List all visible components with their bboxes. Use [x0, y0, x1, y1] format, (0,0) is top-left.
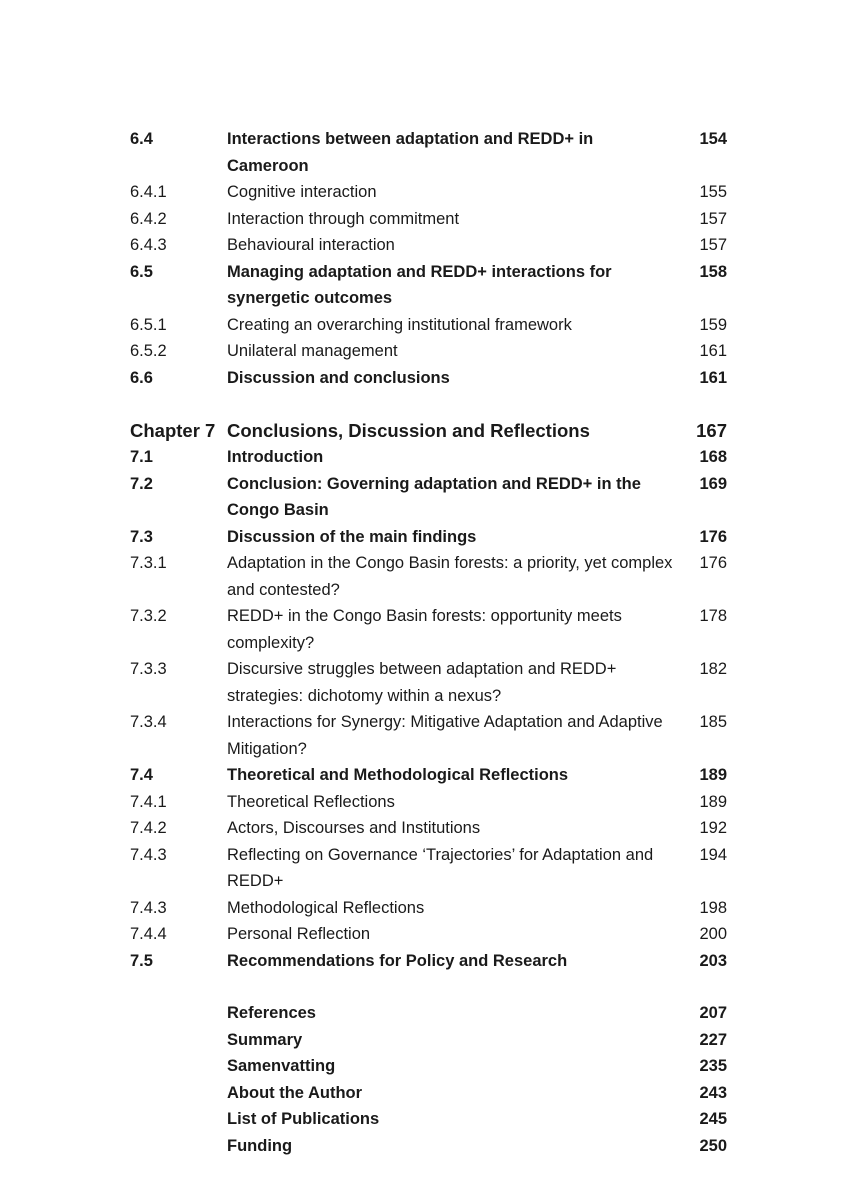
toc-entry-title: List of Publications — [227, 1110, 380, 1128]
toc-entry-number: 6.4.3 — [130, 236, 167, 254]
toc-entry-page-number: 157 — [699, 209, 727, 228]
toc-entry-title: Managing adaptation and REDD+ interactions for synergetic outcomes — [227, 262, 612, 307]
toc-entry-page-number: 157 — [699, 236, 727, 254]
toc-entry — [130, 789, 730, 816]
toc-entry-title: Interactions for Synergy: Mitigative Adaptation and Adaptive Mitigation? — [227, 713, 663, 758]
toc-entry-number: 7.4.3 — [130, 898, 167, 917]
toc-entry-number: 6.5 — [130, 262, 153, 281]
toc-entry — [130, 815, 730, 842]
toc-entry-title: Discussion and conclusions — [227, 368, 450, 387]
toc-entry-title: Discussion of the main findings — [227, 527, 477, 546]
toc-entry-title: Funding — [227, 1136, 293, 1155]
toc-entry-title: Samenvatting — [227, 1057, 336, 1075]
toc-entry-number: 6.6 — [130, 368, 153, 387]
toc-entry-title: Cognitive interaction — [227, 183, 377, 201]
toc-entry — [130, 948, 730, 975]
toc-entry-title: Interactions between adaptation and REDD+ in Cameroon — [227, 130, 594, 175]
toc-entry-page-number: 168 — [699, 448, 727, 466]
toc-entry-page-number: 158 — [699, 262, 727, 281]
toc-entry-page-number: 192 — [699, 819, 727, 837]
toc-entry-page-number: 176 — [699, 527, 727, 546]
toc-entry-title: Reflecting on Governance ‘Trajectories’ for Adaptation and REDD+ — [227, 845, 654, 890]
toc-entry — [130, 550, 730, 603]
toc-entry-page-number: 198 — [699, 898, 727, 917]
toc-entry — [130, 709, 730, 762]
toc-entry-number: 6.4.2 — [130, 209, 167, 228]
toc-entry-number: 7.1 — [130, 448, 153, 466]
toc-entry-title: Theoretical Reflections — [227, 792, 395, 811]
toc-entry-number: 7.5 — [130, 951, 153, 970]
toc-entry-page-number: 161 — [699, 368, 727, 387]
toc-entry-number: 7.4.4 — [130, 925, 167, 943]
toc-entry-number: 7.3.3 — [130, 660, 167, 678]
toc-entry-page-number: 154 — [699, 130, 727, 148]
toc-entry-page-number: 250 — [699, 1136, 727, 1155]
toc-entry-page-number: 185 — [699, 713, 727, 731]
toc-entry-title: Conclusion: Governing adaptation and REDD+ in the Congo Basin — [227, 474, 641, 519]
toc-entry — [130, 365, 730, 392]
toc-entry-page-number: 243 — [699, 1083, 727, 1102]
toc-entry-number: 6.4 — [130, 130, 153, 148]
toc-entry-page-number: 245 — [699, 1110, 727, 1128]
toc-entry-title: Unilateral management — [227, 342, 398, 360]
toc-entry — [130, 1000, 730, 1027]
toc-entry-page-number: 159 — [699, 315, 727, 334]
toc-entry-page-number: 178 — [699, 607, 727, 625]
toc-entry — [130, 232, 730, 259]
toc-entry — [130, 524, 730, 551]
toc-entry-number: 7.3 — [130, 527, 153, 546]
toc-entry-number: 7.3.1 — [130, 554, 167, 572]
toc-entry-number: 7.2 — [130, 474, 153, 493]
toc-entry — [130, 603, 730, 656]
toc-entry-title: Conclusions, Discussion and Reflections — [227, 420, 590, 441]
toc-entry-number: 7.4.3 — [130, 845, 167, 864]
toc-entry-title: Discursive struggles between adaptation and REDD+ strategies: dichotomy within a nexus? — [227, 660, 617, 705]
toc-entry-title: Behavioural interaction — [227, 236, 395, 254]
toc-entry-title: Creating an overarching institutional framework — [227, 315, 572, 334]
toc-entry-page-number: 207 — [699, 1004, 727, 1022]
toc-entry — [130, 1080, 730, 1107]
toc-entry-page-number: 189 — [699, 766, 727, 784]
toc-entry-title: Personal Reflection — [227, 925, 371, 943]
toc-entry-page-number: 182 — [699, 660, 727, 678]
toc-entry-page-number: 161 — [699, 342, 727, 360]
toc-entry-title: Summary — [227, 1030, 303, 1049]
toc-entry-number: 7.3.4 — [130, 713, 167, 731]
toc-entry-number: 6.5.1 — [130, 315, 167, 334]
toc-entry-number: 7.3.2 — [130, 607, 167, 625]
toc-entry-page-number: 167 — [696, 420, 727, 441]
toc-entry — [130, 312, 730, 339]
toc-entry-page-number: 200 — [699, 925, 727, 943]
toc-entry — [130, 842, 730, 895]
toc-entry-number: 6.5.2 — [130, 342, 167, 360]
table-of-contents — [130, 126, 730, 1159]
toc-entry-page-number: 194 — [699, 845, 727, 864]
toc-entry — [130, 895, 730, 922]
toc-entry-number: Chapter 7 — [130, 420, 216, 441]
toc-entry — [130, 179, 730, 206]
toc-entry — [130, 1133, 730, 1160]
toc-entry-page-number: 203 — [699, 951, 727, 970]
toc-entry-page-number: 235 — [699, 1057, 727, 1075]
toc-entry-number: 7.4 — [130, 766, 153, 784]
toc-entry-title: Theoretical and Methodological Reflections — [227, 766, 569, 784]
toc-entry-title: Actors, Discourses and Institutions — [227, 819, 481, 837]
toc-entry-page-number: 169 — [699, 474, 727, 493]
toc-entry — [130, 656, 730, 709]
toc-entry-title: REDD+ in the Congo Basin forests: opportunity meets complexity? — [227, 607, 622, 652]
toc-entry-title: Interaction through commitment — [227, 209, 460, 228]
toc-entry — [130, 444, 730, 471]
toc-entry-title: Methodological Reflections — [227, 898, 425, 917]
toc-entry — [130, 126, 730, 179]
toc-entry — [130, 1027, 730, 1054]
toc-entry-title: References — [227, 1004, 316, 1022]
toc-entry-title: Recommendations for Policy and Research — [227, 951, 568, 970]
toc-entry-number: 7.4.2 — [130, 819, 167, 837]
toc-entry — [130, 921, 730, 948]
toc-entry — [130, 471, 730, 524]
toc-entry-title: Introduction — [227, 448, 324, 466]
toc-entry — [130, 206, 730, 233]
toc-entry-page-number: 227 — [699, 1030, 727, 1049]
toc-entry — [130, 259, 730, 312]
toc-chapter-heading — [130, 417, 730, 444]
toc-entry — [130, 1053, 730, 1080]
toc-entry-number: 7.4.1 — [130, 792, 167, 811]
toc-entry-page-number: 155 — [699, 183, 727, 201]
toc-entry — [130, 338, 730, 365]
toc-entry-title: About the Author — [227, 1083, 363, 1102]
toc-entry-page-number: 189 — [699, 792, 727, 811]
toc-entry-number: 6.4.1 — [130, 183, 167, 201]
toc-entry — [130, 1106, 730, 1133]
toc-entry — [130, 762, 730, 789]
toc-entry-title: Adaptation in the Congo Basin forests: a priority, yet complex and contested? — [227, 554, 673, 599]
toc-entry-page-number: 176 — [699, 554, 727, 572]
